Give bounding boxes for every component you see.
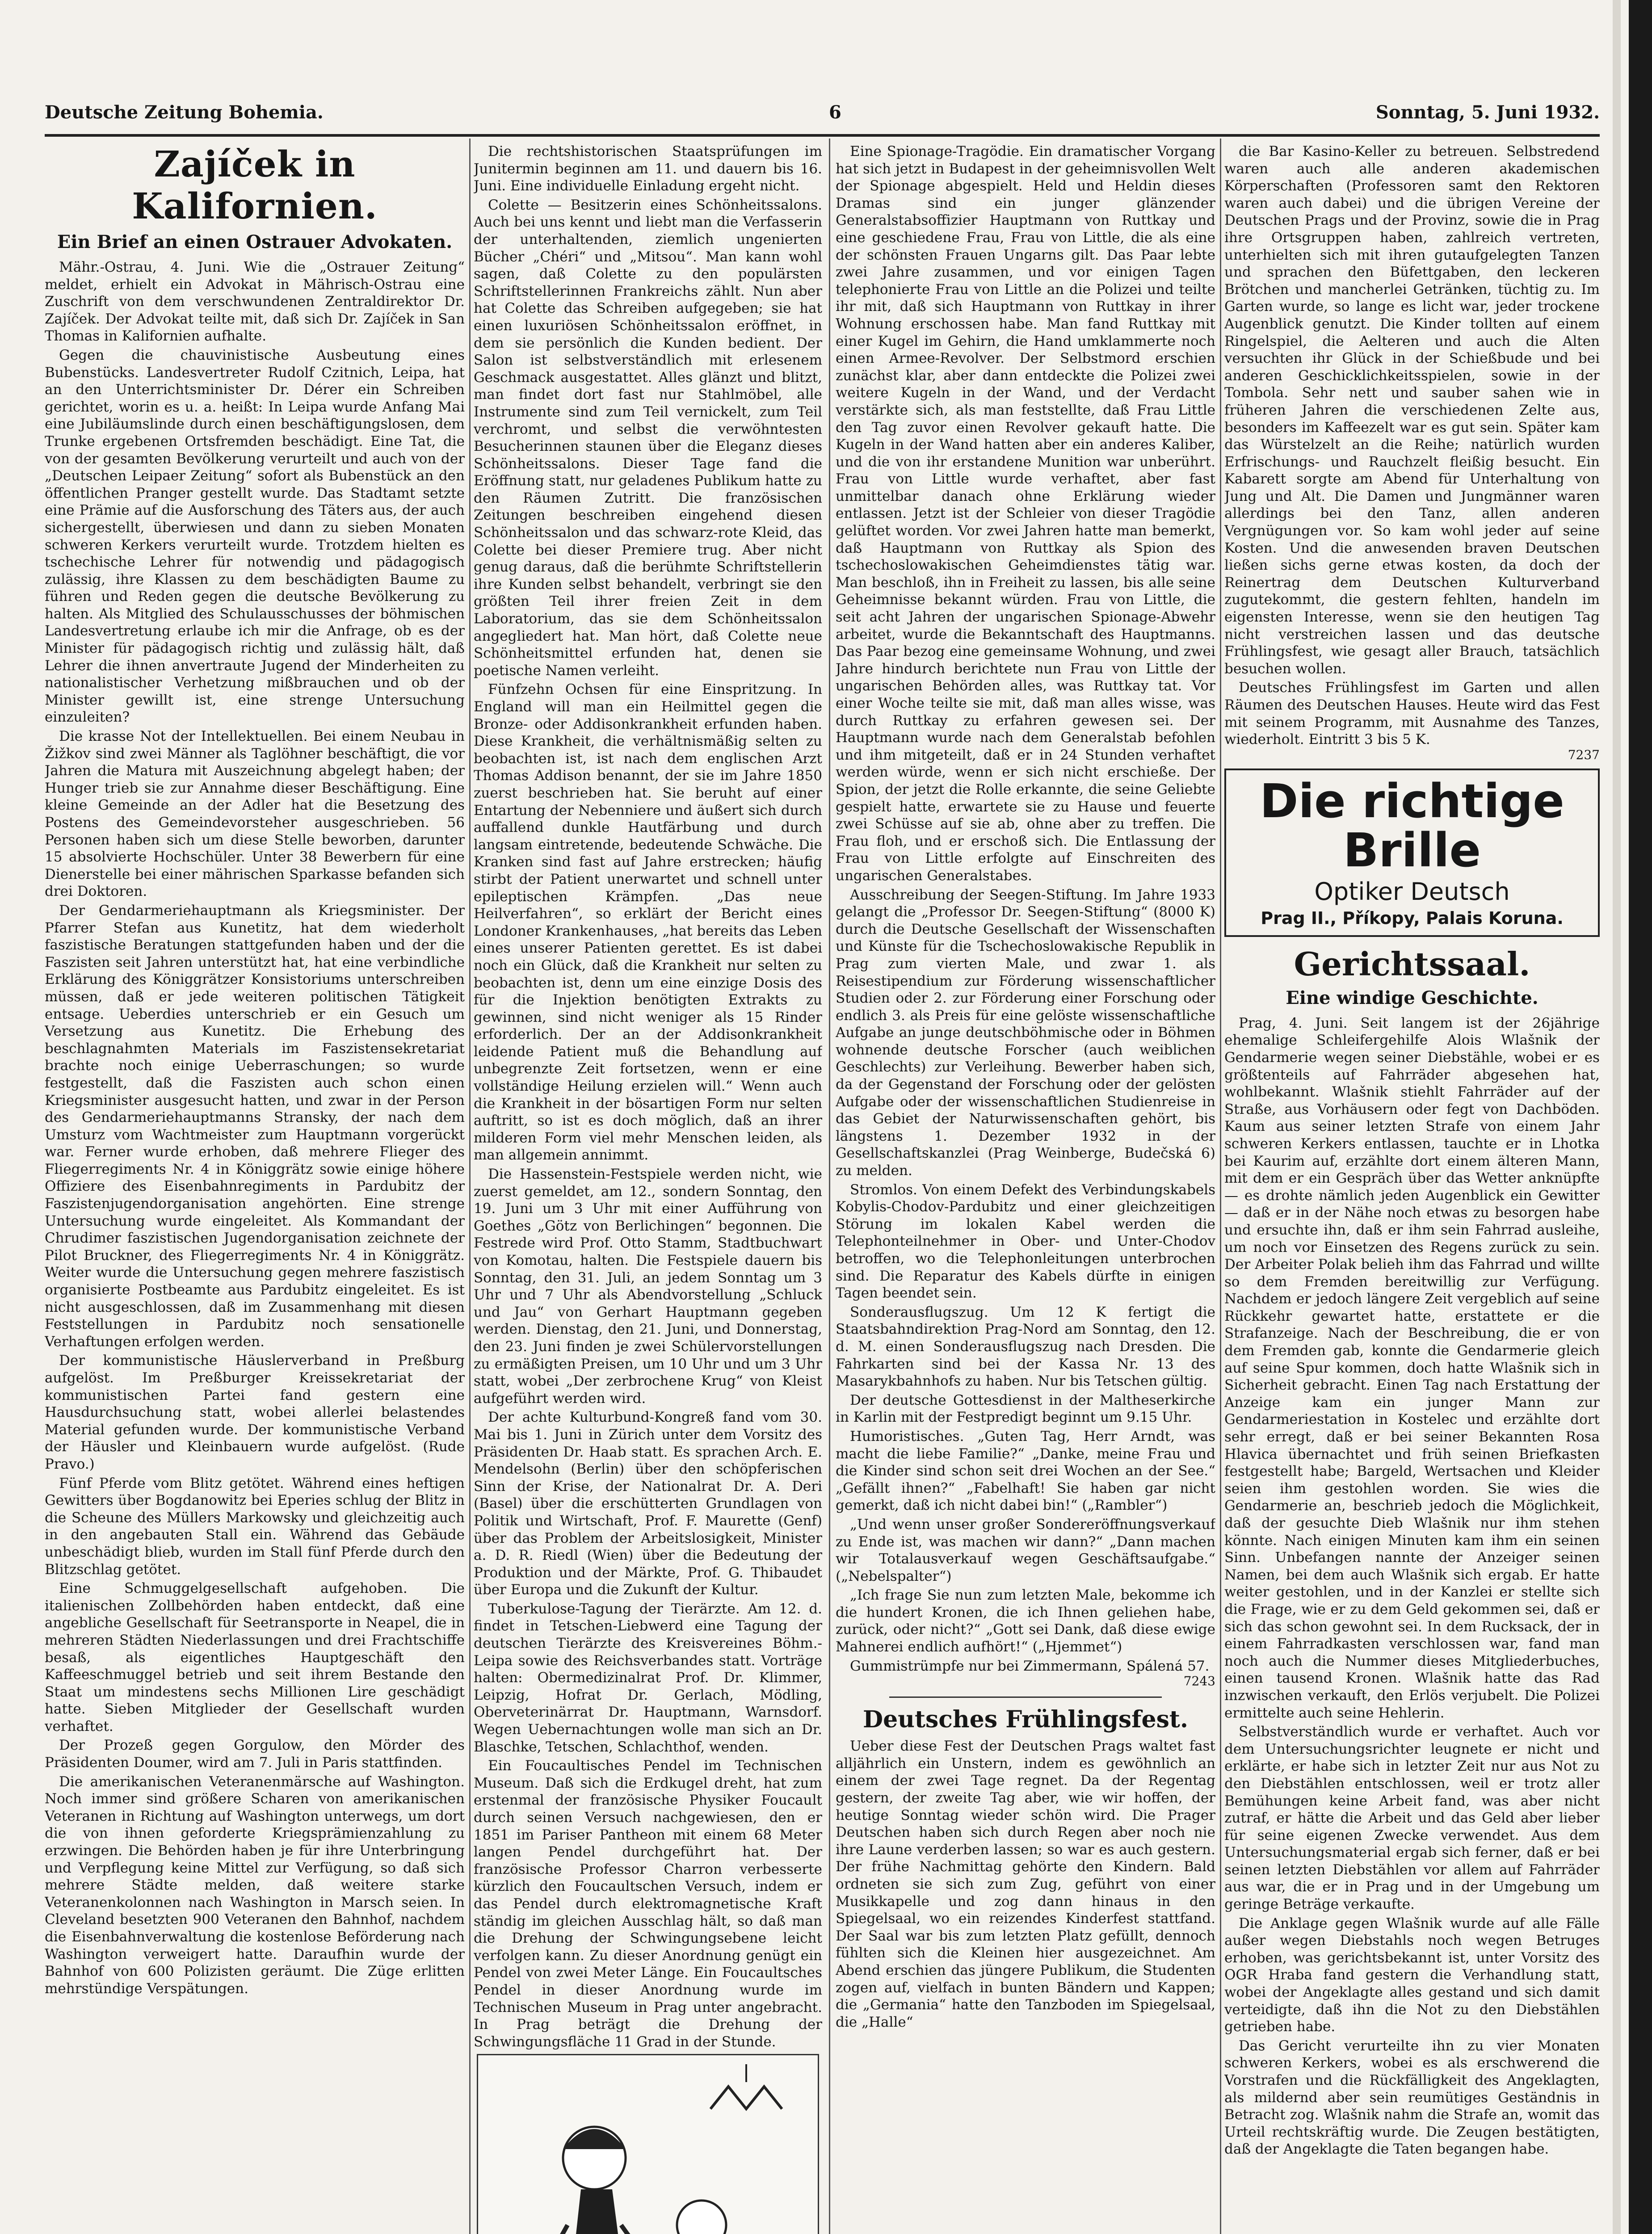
article-paragraph: Colette — Besitzerin eines Schönheitssalons. Auch bei uns kennt und liebt man die Verfasserin der unterhaltenden, ziemlich ungenierten Bücher „Chéri“ und „Mitsou“. Man kann wohl sagen, daß Colette zu den populärsten Schriftstellerinnen Frankreichs zählt. Nun aber hat Colette das Schreiben aufgegeben; sie hat einen luxuriösen Schönheitssalon eröffnet, in dem sie persönlich die Kunden bedient. Der Salon ist selbstverständlich mit erlesenem Geschmack ausgestattet. Alles glänzt und blitzt, man findet dort fast nur Stahlmöbel, alle Instrumente sind zum Teil vernickelt, zum Teil verchromt, und selbst die verwöhntesten Besucherinnen staunen über die Eleganz dieses Schönheitssalons. Dieser Tage fand die Eröffnung statt, nur geladenes Publikum hatte zu den Räumen Zutritt. Die französischen Zeitungen beschreiben eingehend diesen Schönheitssalon und das schwarz-rote Kleid, das Colette bei dieser Premiere trug. Aber nicht genug daraus, daß die berühmte Schriftstellerin ihre Kunden selbst behandelt, verbringt sie den größten Teil ihrer freien Zeit in dem Laboratorium, das sie dem Schönheitssalon angegliedert hat. Man hört, daß Colette neue Schönheitsmittel erfunden hat, denen sie poetische Namen verleiht. bbox=[474, 197, 822, 679]
article-paragraph: Eine Spionage-Tragödie. Ein dramatischer Vorgang hat sich jetzt in Budapest in der geheimnisvollen Welt der Spionage abgespielt. Held und Heldin dieses Dramas sind ein junger glänzender Generalstabsoffizier Hauptmann von Ruttkay und eine geschiedene Frau, Frau von Little, die als eine der schönsten Frauen Ungarns gilt. Das Paar lebte zwei Jahre zusammen, und vor einigen Tagen telephonierte Frau von Little an die Polizei und teilte ihr mit, daß sich Hauptmann von Ruttkay in ihrer Wohnung erschossen habe. Man fand Ruttkay mit einer Kugel im Gehirn, die Hand umklammerte noch einen Armee-Revolver. Der Selbstmord erschien zunächst klar, aber dann entdeckte die Polizei zwei weitere Kugeln in der Wand, und der Verdacht verstärkte sich, als man feststellte, daß Frau Little den Tag zuvor einen Revolver gekauft hatte. Die Kugeln in der Wand hatten aber ein anderes Kaliber, und die von ihr erstandene Munition war unberührt. Frau von Little wurde verhaftet, aber fast unmittelbar danach ohne Erklärung wieder entlassen. Jetzt ist der Schleier von dieser Tragödie gelüftet worden. Vor zwei Jahren hatte man bemerkt, daß Hauptmann von Ruttkay als Spion des tschechoslowakischen Geheimdienstes tätig war. Man beschloß, ihn in Freiheit zu lassen, bis alle seine Geheimnisse bekannt würden. Frau von Little, die seit acht Jahren der ungarischen Spionage-Abwehr arbeitet, wurde die Bekanntschaft des Hauptmanns. Das Paar bezog eine gemeinsame Wohnung, und zwei Jahre hindurch berichtete nun Frau von Little der ungarischen Behörden alles, was Ruttkay tat. Vor einer Woche teilte sie mit, daß man alles wisse, was durch Ruttkay zu erfahren gewesen sei. Der Hauptmann wurde nach dem Generalstab befohlen und ihm mitgeteilt, daß er in 24 Stunden verhaftet werden würde, wenn er sich nicht erschieße. Der Spion, der jetzt die Rolle erkannte, die seine Geliebte gespielt hatte, erwartete sie zu Hause und feuerte zwei Schüsse auf sie ab, ohne aber zu treffen. Die Frau floh, und er erschoß sich. Die Entlassung der Frau von Little erfolgte auf Einschreiten des ungarischen Generalstabes. bbox=[836, 143, 1215, 884]
article-paragraph: Humoristisches. „Guten Tag, Herr Arndt, was macht die liebe Familie?“ „Danke, meine Frau und die Kinder sind schon seit drei Wochen an der See.“ „Gefällt ihnen?“ „Fabelhaft! Sie haben gar nicht gemerkt, daß ich nicht dabei bin!“ („Rambler“) bbox=[836, 1428, 1215, 1514]
article-paragraph: Die krasse Not der Intellektuellen. Bei einem Neubau in Žižkov sind zwei Männer als Taglöhner beschäftigt, die vor Jahren die Matura mit Auszeichnung abgelegt haben; der Hunger trieb sie zur Annahme dieser Beschäftigung. Eine kleine Gemeinde an der Adler hat die Besetzung des Postens des Gemeindevorsteher ausgeschrieben. 56 Personen haben sich um diese Stelle beworben, darunter 15 absolvierte Hochschüler. Unter 38 Bewerbern für eine Dienerstelle bei einer mährischen Sparkasse befanden sich drei Doktoren. bbox=[45, 728, 465, 900]
article-paragraph: die Bar Kasino-Keller zu betreuen. Selbstredend waren auch alle anderen akademischen Körperschaften (Professoren samt den Rektoren waren auch dabei) und die übrigen Vereine der Deutschen Prags und der Provinz, sowie die in Prag ihre Ortsgruppen haben, zahlreich vertreten, unterhielten sich mit ihren gutaufgelegten Tanzen und sprachen den Büfettgaben, den leckeren Brötchen und mancherlei Getränken, tüchtig zu. Im Garten wurde, so lange es licht war, jeder trockene Augenblick genutzt. Die Kinder tollten auf einem Ringelspiel, die Aelteren und auch die Alten versuchten ihr Glück in der Schießbude und bei anderen Geschicklichkeitsspielen, sowie in der Tombola. Sehr nett und sauber sahen wie in früheren Jahren die verschiedenen Zelte aus, besonders im Kaffeezelt war es gut sein. Später kam das Würstelzelt an die Reihe; natürlich wurden Erfrischungs- und Rauchzelt fleißig besucht. Ein Kabarett sorgte am Abend für Unterhaltung von Jung und Alt. Die Damen und Jungmänner waren allerdings bei den Tanz, allen anderen Vergnügungen vor. So kam wohl jeder auf seine Kosten. Und die anwesenden braven Deutschen ließen sichs gerne etwas kosten, da doch der Reinertrag dem Deutschen Kulturverband zugutekommt, die gestern fehlten, handeln im eigensten Interesse, wenn sie den heutigen Tag nicht verstreichen lassen und das deutsche Frühlingsfest, wie gesagt aller Brauch, tatsächlich besuchen wollen. bbox=[1224, 143, 1600, 677]
column-2 bbox=[474, 143, 822, 2234]
article-paragraph: Gegen die chauvinistische Ausbeutung eines Bubenstücks. Landesvertreter Rudolf Czitnich, Leipa, hat an den Unterrichtsminister Dr. Dérer ein Schreiben gerichtet, worin es u. a. heißt: In Leipa wurde Anfang Mai eine Jubiläumslinde durch einen beschäftigungslosen, dem Trunke ergebenen Ortsfremden beschädigt. Eine Tat, die von der gesamten Bevölkerung verurteilt und auch von der „Deutschen Leipaer Zeitung“ sofort als Bubenstück an den öffentlichen Pranger gestellt wurde. Das Stadtamt setzte eine Prämie auf die Ausforschung des Täters aus, der auch sichergestellt, überwiesen und dann zu sieben Monaten schweren Kerkers verurteilt wurde. Trotzdem hielten es tschechische Lehrer für notwendig und pädagogisch zulässig, ihre Klassen zu dem beschädigten Baume zu führen und Reden gegen die deutsche Bevölkerung zu halten. Als Mitglied des Schulausschusses der böhmischen Landesvertretung erlaube ich mir die Anfrage, ob es der Minister für pädagogisch richtig und zulässig hält, daß Lehrer die ihnen anvertraute Jugend der Minderheiten zu nationalistischer Verhetzung mißbrauchen und ob der Minister gewillt ist, eine strenge Untersuchung einzuleiten? bbox=[45, 347, 465, 726]
cartoon-illustration bbox=[477, 2054, 819, 2234]
page-edge-dark bbox=[1629, 0, 1652, 2234]
court-article-title: Eine windige Geschichte. bbox=[1286, 987, 1539, 1008]
article-paragraph: Selbstverständlich wurde er verhaftet. Auch vor dem Untersuchungsrichter leugnete er nicht und erklärte, er habe sich in letzter Zeit nur aus Not zu den Diebstählen entschlossen, weil er trotz aller Bemühungen keine Arbeit fand, was aber nicht zutraf, er hätte die Arbeit und das Geld aber lieber für seine eigenen Zwecke verwendet. Aus dem Untersuchungsmaterial ergab sich ferner, daß er bei seinen letzten Diebstählen vor allem auf Fahrräder aus war, die er in Prag und in der Umgebung um geringe Beträge verkaufte. bbox=[1224, 1724, 1600, 1913]
section-separator bbox=[889, 1696, 1162, 1698]
article-paragraph: Das Gericht verurteilte ihn zu vier Monaten schweren Kerkers, wobei es als erschwerend die Vorstrafen und die Rückfälligkeit des Angeklagten, als mildernd aber sein reumütiges Geständnis in Betracht zog. Wlašnik nahm die Strafe an, womit das Urteil rechtskräftig wurde. Die Zeugen bestätigten, daß der Angeklagte die Taten begangen habe. bbox=[1224, 2037, 1600, 2158]
article-paragraph: Mähr.-Ostrau, 4. Juni. Wie die „Ostrauer Zeitung“ meldet, erhielt ein Advokat in Mährisch-Ostrau eine Zuschrift von dem verschwundenen Zentraldirektor Dr. Zajíček. Der Advokat teilte mit, daß sich Dr. Zajíček in San Thomas in Kalifornien aufhalte. bbox=[45, 259, 465, 344]
cartoon-drawing bbox=[478, 2055, 818, 2234]
column-3 bbox=[836, 143, 1215, 2234]
article-paragraph: Der deutsche Gottesdienst in der Maltheserkirche in Karlin mit der Festpredigt beginnt um 9.15 Uhr. bbox=[836, 1392, 1215, 1426]
ad-code: 7237 bbox=[1568, 747, 1600, 762]
subheadline-brief: Ein Brief an einen Ostrauer Advokaten. bbox=[57, 231, 453, 252]
article-paragraph: Ueber diese Fest der Deutschen Prags waltet fast alljährlich ein Unstern, indem es gewöhnlich an einem der zwei Tage regnet. Da der Regentag gestern, der zweite Tag aber, wie wir hoffen, der heutige Sonntag wieder schön wird. Die Prager Deutschen haben sich durch Regen aber noch nie ihre Laune verderben lassen; so war es auch gestern. Der frühe Nachmittag gehörte den Kindern. Bald ordneten sie sich zum Zug, geführt von einer Musikkapelle und zog dann hinaus in den Spiegelsaal, wo ein reizendes Kinderfest stattfand. Der Saal war bis zum letzten Platz gefüllt, dennoch fühlten sich die Kleinen hier ausgezeichnet. Am Abend erschien das jüngere Publikum, die Studenten zogen auf, vielfach in bunten Bändern und Kappen; die „Germania“ hatte den Tanzboden im Spiegelsaal, die „Halle“ bbox=[836, 1738, 1215, 2030]
article-paragraph: Der Gendarmeriehauptmann als Kriegsminister. Der Pfarrer Stefan aus Kunetitz, hat dem wiederholt faszistische Beratungen stattgefunden haben und der die Faszisten seit Jahren unterstützt hat, hat eine verbindliche Erklärung des Königgrätzer Konsistoriums unterschreiben müssen, daß er jede weiteren politischen Tätigkeit entsage. Ueberdies unterschrieb er ein Gesuch um Versetzung aus Kunetitz. Die Erhebung des beschlagnahmten Materials im Faszistensekretariat brachte noch einige Ueberraschungen; so wurde festgestellt, daß die Faszisten auch schon einen Kriegsminister ausgesucht hatten, und zwar in der Person des Gendarmeriehauptmanns Stransky, der nach dem Umsturz vom Wachtmeister zum Hauptmann vorgerückt war. Ferner wurde erhoben, daß mehrere Flieger des Fliegerregiments Nr. 4 in Königgrätz sowie einige höhere Offiziere des Eisenbahnregiments in Pardubitz der Faszistenjugendorganisation angehörten. Eine strenge Untersuchung wurde eingeleitet. Als Kommandant der Chrudimer faszistischen Jugendorganisation zeichnete der Pilot Bruckner, des Fliegerregiments Nr. 4 in Königgrätz. Weiter wurde die Untersuchung gegen mehrere faszistisch organisierte Postbeamte aus Pardubitz eingeleitet. Es ist nicht ausgeschlossen, daß im Zusammenhang mit diesen Feststellungen in Pardubitz noch sensationelle Verhaftungen erfolgen werden. bbox=[45, 902, 465, 1350]
article-paragraph: Sonderausflugszug. Um 12 K fertigt die Staatsbahndirektion Prag-Nord am Sonntag, den 12. d. M. einen Sonderausflugszug nach Dresden. Die Fahrkarten sind bei der Kassa Nr. 13 des Masarykbahnhofs zu haben. Nur bis Tetschen gültig. bbox=[836, 1304, 1215, 1390]
column-rule bbox=[829, 139, 830, 2234]
article-paragraph: Ausschreibung der Seegen-Stiftung. Im Jahre 1933 gelangt die „Professor Dr. Seegen-Stiftung“ (8000 K) durch die Deutsche Gesellschaft der Wissenschaften und Künste für die Tschechoslowakische Republik in Prag zum vierten Male, und zwar 1. als Reisestipendium zur Förderung wissenschaftlicher Studien oder 2. zur Förderung einer Forschung oder endlich 3. als Preis für eine gelöste wissenschaftliche Aufgabe an junge deutschböhmische oder in Böhmen wohnende deutsche Forscher (auch weiblichen Geschlechts) zur Verleihung. Bewerber haben sich, da der Gegenstand der Forschung oder der gelösten Aufgabe oder der wissenschaftlichen Studienreise in das Gebiet der Naturwissenschaften gehört, bis längstens 1. Dezember 1932 in der Gesellschaftskanzlei (Prag Weinberge, Budečská 6) zu melden. bbox=[836, 886, 1215, 1179]
page-edge-light bbox=[1613, 0, 1621, 2234]
column-1 bbox=[45, 143, 465, 2234]
column-rule bbox=[469, 139, 471, 2234]
article-paragraph: Stromlos. Von einem Defekt des Verbindungskabels Kobylis-Chodov-Pardubitz und einer gleichzeitigen Störung im lokalen Kabel werden die Telephonteilnehmer in Ober- und Unter-Chodov betroffen, wo die Telephonleitungen unterbrochen sind. Die Reparatur des Kabels dürfte in einigen Tagen beendet sein. bbox=[836, 1181, 1215, 1302]
article-paragraph: Prag, 4. Juni. Seit langem ist der 26jährige ehemalige Schleifergehilfe Alois Wlašnik der Gendarmerie wegen seiner Diebstähle, wobei er es größtenteils auf Fahrräder abgesehen hat, wohlbekannt. Wlašnik stiehlt Fahrräder auf der Straße, aus Vorhäusern oder fegt von Dachböden. Kaum aus seiner letzten Strafe von einem Jahr schweren Kerkers entlassen, tauchte er in Lhotka bei Kaurim auf, erzählte dort einem älteren Mann, mit dem er ein Gespräch über das Wetter anknüpfte — es drohte nämlich jeden Augenblick ein Gewitter — daß er in der Nähe noch etwas zu besorgen habe und ersuchte ihn, daß er ihm sein Fahrrad ausleihe, um noch vor Einsetzen des Regens zurück zu sein. Der Arbeiter Polak belieh ihm das Fahrrad und willte so dem Fremden bereitwillig zur Verfügung. Nachdem er jedoch längere Zeit vergeblich auf seine Rückkehr gewartet hatte, erstattete er die Strafanzeige. Nach der Beschreibung, die er von dem Fremden gab, konnte die Gendarmerie gleich auf seine Spur kommen, doch hatte Wlašnik sich in Sicherheit gebracht. Einen Tag nach Erstattung der Anzeige kam ein junger Mann zur Gendarmeriestation in Kostelec und erzählte dort sehr erregt, daß er bei seiner Bekannten Rosa Hlavica übernachtet und früh seinen Briefkasten festgestellt habe; Bargeld, Wertsachen und Kleider seien ihm gestohlen worden. Sie wies die Gendarmerie an, beschrieb jedoch die Möglichkeit, daß der gesuchte Dieb Wlašnik nur ihm stehen könnte. Nach einigen Minuten kam ihm ein seinen Sinn. Unbefangen nannte der Anzeiger seinen Namen, bei dem auch Wlašnik sich ergab. Er hatte weiter gestohlen, und in der Kanzlei er stellte sich die Frage, wie er zu dem Geld gekommen sei, daß er sich das schon gewohnt sei. In dem Rucksack, der in einem Fahrradkasten verschlossen war, fand man noch auch die Nummer dieses Mitgliederbuches, einen tausend Kronen. Wlašnik hatte das Rad inzwischen verkauft, den Erlös verjubelt. Die Polizei ermittelte auch seine Hehlerin. bbox=[1224, 1015, 1600, 1721]
header-rule bbox=[45, 134, 1600, 137]
ad-headline: Die richtige Brille bbox=[1260, 773, 1564, 878]
issue-date: Sonntag, 5. Juni 1932. bbox=[1375, 102, 1600, 123]
fest-headline: Deutsches Frühlingsfest. bbox=[862, 1706, 1189, 1734]
ad-code: 7243 bbox=[1183, 1674, 1215, 1689]
article-paragraph: „Und wenn unser großer Sondereröffnungsverkauf zu Ende ist, was machen wir dann?“ „Dann machen wir Totalausverkauf wegen Geschäftsaufgabe.“ („Nebelspalter“) bbox=[836, 1516, 1215, 1584]
paper-title: Deutsche Zeitung Bohemia. bbox=[45, 102, 324, 123]
article-paragraph: Eine Schmuggelgesellschaft aufgehoben. Die italienischen Zollbehörden haben entdeckt, daß eine angebliche Gesellschaft für Seetransporte in Neapel, die in mehreren Städten Niederlassungen und drei Frachtschiffe besaß, als eigentliches Hauptgeschäft den Kaffeeschmuggel betrieb und seit ihrem Bestande den Staat um mindestens sechs Millionen Lire geschädigt hatte. Sieben Mitglieder der Gesellschaft wurden verhaftet. bbox=[45, 1580, 465, 1734]
article-paragraph: Die Anklage gegen Wlašnik wurde auf alle Fälle außer wegen Diebstahls noch wegen Betruges erhoben, was gerichtsbekannt ist, unter Vorsitz des OGR Hraba fand gestern die Verhandlung statt, wobei der Angeklagte alles gestand und sich damit verteidigte, daß ihn die Not zu den Diebstählen getrieben habe. bbox=[1224, 1915, 1600, 2035]
column-rule bbox=[1220, 139, 1221, 2234]
page-number: 6 bbox=[829, 102, 841, 123]
article-paragraph: Der achte Kulturbund-Kongreß fand vom 30. Mai bis 1. Juni in Zürich unter dem Vorsitz des Präsidenten Dr. Haab statt. Es sprachen Arch. E. Mendelsohn (Berlin) über den schöpferischen Sinn der Krise, der Nationalrat Dr. A. Deri (Basel) über die erschütterten Grundlagen von Politik und Wirtschaft, Prof. F. Maurette (Genf) über das Problem der Arbeitslosigkeit, Minister a. D. R. Riedl (Wien) über die Bedeutung der Produktion und der Märkte, Prof. G. Thibaudet über Europa und die Zukunft der Kultur. bbox=[474, 1409, 822, 1598]
article-paragraph: Die rechtshistorischen Staatsprüfungen im Junitermin beginnen am 11. und dauern bis 16. Juni. Eine individuelle Einladung ergeht nicht. bbox=[474, 143, 822, 194]
court-section-title: Gerichtssaal. bbox=[1294, 945, 1530, 983]
ad-address: Prag II., Příkopy, Palais Koruna. bbox=[1261, 908, 1564, 928]
announcement-paragraph: Deutsches Frühlingsfest im Garten und allen Räumen des Deutschen Hauses. Heute wird das Fest mit seinem Programm, mit Ausnahme des Tanzes, wiederholt. Eintritt 3 bis 5 K. bbox=[1224, 680, 1600, 748]
article-paragraph: Die Hassenstein-Festspiele werden nicht, wie zuerst gemeldet, am 12., sondern Sonntag, den 19. Juni um 3 Uhr mit einer Aufführung von Goethes „Götz von Berlichingen“ begonnen. Die Festrede wird Prof. Otto Stamm, Stadtbuchwart von Komotau, halten. Die Festspiele dauern bis Sonntag, den 31. Juli, an jedem Sonntag um 3 Uhr und 7 Uhr als Abendvorstellung „Schluck und Jau“ von Gerhart Hauptmann gegeben werden. Dienstag, den 21. Juni, und Donnerstag, den 23. Juni finden je zwei Schülervorstellungen zu ermäßigten Preisen, um 10 Uhr und um 3 Uhr statt, wobei „Der zerbrochene Krug“ von Kleist aufgeführt werden wird. bbox=[474, 1166, 822, 1407]
headline-zajicek: Zajíček in Kalifornien. bbox=[132, 143, 378, 227]
article-paragraph: Die amerikanischen Veteranenmärsche auf Washington. Noch immer sind größere Scharen von amerikanischen Veteranen in Richtung auf Washington unterwegs, um dort die von ihnen geforderte Kriegsprämienzahlung zu erzwingen. Die Behörden haben je für ihre Unterbringung und Verpflegung keine Mittel zur Verfügung, so daß sich mehrere Städte melden, daß weitere starke Veteranenkolonnen nach Washington in Marsch seien. In Cleveland besetzten 900 Veteranen den Bahnhof, nachdem die Eisenbahnverwaltung die kostenlose Beförderung nach Washington verweigert hatte. Daraufhin wurde der Bahnhof von 600 Polizisten geräumt. Die Züge erlitten mehrstündige Verspätungen. bbox=[45, 1773, 465, 1997]
optician-advertisement bbox=[1224, 768, 1600, 937]
article-paragraph: Der kommunistische Häuslerverband in Preßburg aufgelöst. Im Preßburger Kreissekretariat der kommunistischen Partei fand gestern eine Hausdurchsuchung statt, wobei allerlei belastendes Material gefunden wurde. Der kommunistische Verband der Häusler und Kleinbauern wurde aufgelöst. (Rude Pravo.) bbox=[45, 1352, 465, 1472]
classified-ad: Gummistrümpfe nur bei Zimmermann, Spálená 57. bbox=[850, 1658, 1210, 1674]
article-paragraph: Der Prozeß gegen Gorgulow, den Mörder des Präsidenten Doumer, wird am 7. Juli in Paris stattfinden. bbox=[45, 1737, 465, 1771]
article-paragraph: Fünfzehn Ochsen für eine Einspritzung. In England will man ein Heilmittel gegen die Bronze- oder Addisonkrankheit erfunden haben. Diese Krankheit, die verhältnismäßig selten zu beobachten ist, ist nach dem englischen Arzt Thomas Addison benannt, der sie im Jahre 1850 zuerst beschrieben hat. Sie beruht auf einer Entartung der Nebenniere und äußert sich durch auffallend dunkle Hautfärbung und durch langsam eintretende, bedeutende Schwäche. Die Kranken sind fast auf Jahre erstrecken; häufig stirbt der Patient unerwartet und schnell unter epileptischen Krämpfen. „Das neue Heilverfahren“, so erklärt der Bericht eines Londoner Krankenhauses, „hat bereits das Leben eines unserer Patienten gerettet. Es ist dabei noch ein Glück, daß die Krankheit nur selten zu beobachten ist, denn um eine einzige Dosis des für die Injektion benötigten Extrakts zu gewinnen, sind nicht weniger als 15 Rinder erforderlich. Der an der Addisonkrankheit leidende Patient muß die Behandlung auf unbegrenzte Zeit fortsetzen, wenn er eine vollständige Heilung erzielen will.“ Wenn auch die Krankheit in der bösartigen Form nur selten auftritt, so ist es doch möglich, daß an ihrer milderen Form viel mehr Menschen leiden, als man allgemein annimmt. bbox=[474, 681, 822, 1163]
article-paragraph: Fünf Pferde vom Blitz getötet. Während eines heftigen Gewitters über Bogdanowitz bei Eperies schlug der Blitz in die Scheune des Müllers Markowsky und gleichzeitig auch in den angebauten Stall ein. Während das Gebäude unbeschädigt blieb, wurden im Stall fünf Pferde durch den Blitzschlag getötet. bbox=[45, 1475, 465, 1578]
article-paragraph: Ein Foucaultisches Pendel im Technischen Museum. Daß sich die Erdkugel dreht, hat zum erstenmal der französische Physiker Foucault durch seinen Versuch nachgewiesen, den er 1851 im Pariser Pantheon mit einem 68 Meter langen Pendel durchgeführt hat. Der französische Professor Charron verbesserte kürzlich den Foucaultschen Versuch, indem er das Pendel durch elektromagnetische Kraft ständig im gleichen Ausschlag hält, so daß man die Drehung der Schwingungsebene leicht verfolgen kann. Zu dieser Anordnung genügt ein Pendel von zwei Meter Länge. Ein Foucaultsches Pendel in dieser Anordnung wurde im Technischen Museum in Prag unter angebracht. In Prag beträgt die Drehung der Schwingungsfläche 11 Grad in der Stunde. bbox=[474, 1758, 822, 2050]
ad-business-name: Optiker Deutsch bbox=[1314, 877, 1510, 906]
column-4 bbox=[1224, 143, 1600, 2234]
article-paragraph: „Ich frage Sie nun zum letzten Male, bekomme ich die hundert Kronen, die ich Ihnen geliehen habe, zurück, oder nicht?“ „Gott sei Dank, daß diese ewige Mahnerei endlich aufhört!“ („Hjemmet“) bbox=[836, 1587, 1215, 1655]
article-paragraph: Tuberkulose-Tagung der Tierärzte. Am 12. d. findet in Tetschen-Liebwerd eine Tagung der deutschen Tierärzte des Kreisvereines Böhm.-Leipa sowie des Reichsverbandes statt. Vorträge halten: Obermedizinalrat Prof. Dr. Klimmer, Leipzig, Hofrat Dr. Gerlach, Mödling, Oberveterinärrat Dr. Hauptmann, Warnsdorf. Wegen Uebernachtungen wolle man sich an Dr. Blaschke, Tetschen, Schlachthof, wenden. bbox=[474, 1600, 822, 1755]
page-header bbox=[45, 102, 1600, 133]
